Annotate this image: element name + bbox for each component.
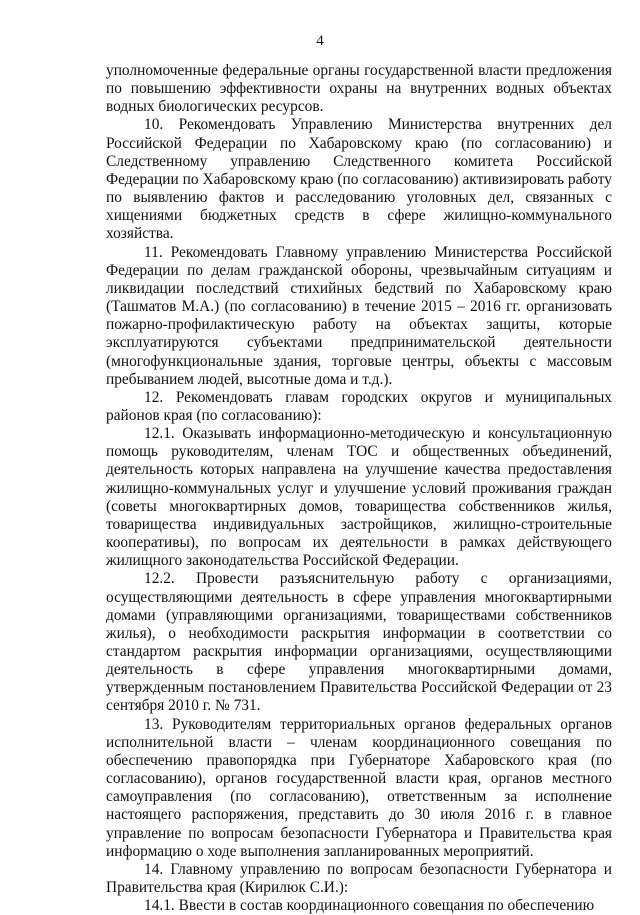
paragraph-11: 11. Рекомендовать Главному управлению Министерства Российской Федерации по делам гражданской обороны, чрезвычайным ситуациям и ликвидации последствий стихийных бедствий по Хабаровскому краю (Ташматов М.А.) (по согласованию) в течение 2015 – 2016 гг. организовать пожарно-профилактическую работу на объектах защиты, которые эксплуатируются субъектами предпринимательской деятельности (многофункциональные здания, торговые центры, объекты с массовым пребыванием людей, высотные дома и т.д.). [106, 243, 612, 388]
document-body [106, 62, 612, 915]
paragraph-12-2: 12.2. Провести разъяснительную работу с организациями, осуществляющими деятельность в сфере управления многоквартирными домами (управляющими организациями, товариществами собственников жилья), о необходимости раскрытия информации в соответствии со стандартом раскрытия информации организациями, осуществляющими деятельность в сфере управления многоквартирными домами, утвержденным постановлением Правительства Российской Федерации от 23 сентября 2010 г. № 731. [106, 570, 612, 715]
paragraph-12-1: 12.1. Оказывать информационно-методическую и консультационную помощь руководителям, членам ТОС и общественных объединений, деятельность которых направлена на улучшение качества предоставления жилищно-коммунальных услуг и улучшение условий проживания граждан (советы многоквартирных домов, товарищества собственников жилья, товарищества индивидуальных застройщиков, жилищно-строительные кооперативы), по вопросам их деятельности в рамках действующего жилищного законодательства Российской Федерации. [106, 425, 612, 570]
paragraph-14: 14. Главному управлению по вопросам безопасности Губернатора и Правительства края (Кирилюк С.И.): [106, 860, 612, 897]
paragraph-14-1: 14.1. Ввести в состав координационного совещания по обеспечению [144, 897, 595, 915]
paragraph-13: 13. Руководителям территориальных органов федеральных органов исполнительной власти – членам координационного совещания по обеспечению правопорядка при Губернаторе Хабаровского края (по согласованию), органов государственной власти края, органов местного самоуправления (по согласованию), ответственным за исполнение настоящего распоряжения, представить до 30 июля 2016 г. в главное управление по вопросам безопасности Губернатора и Правительства края информацию о ходе выполнения запланированных мероприятий. [106, 715, 612, 860]
page-number: 4 [316, 33, 324, 49]
paragraph-12: 12. Рекомендовать главам городских округов и муниципальных районов края (по согласованию): [106, 388, 612, 424]
paragraph-10: 10. Рекомендовать Управлению Министерства внутренних дел Российской Федерации по Хабаровскому краю (по согласованию) и Следственному управлению Следственного комитета Российской Федерации по Хабаровскому краю (по согласованию) активизировать работу по выявлению фактов и расследованию уголовных дел, связанных с хищениями бюджетных средств в сфере жилищно-коммунального хозяйства. [106, 116, 612, 243]
paragraph-continuation: уполномоченные федеральные органы государственной власти предложения по повышению эффективности охраны на внутренних водных объектах водных биологических ресурсов. [106, 62, 612, 116]
